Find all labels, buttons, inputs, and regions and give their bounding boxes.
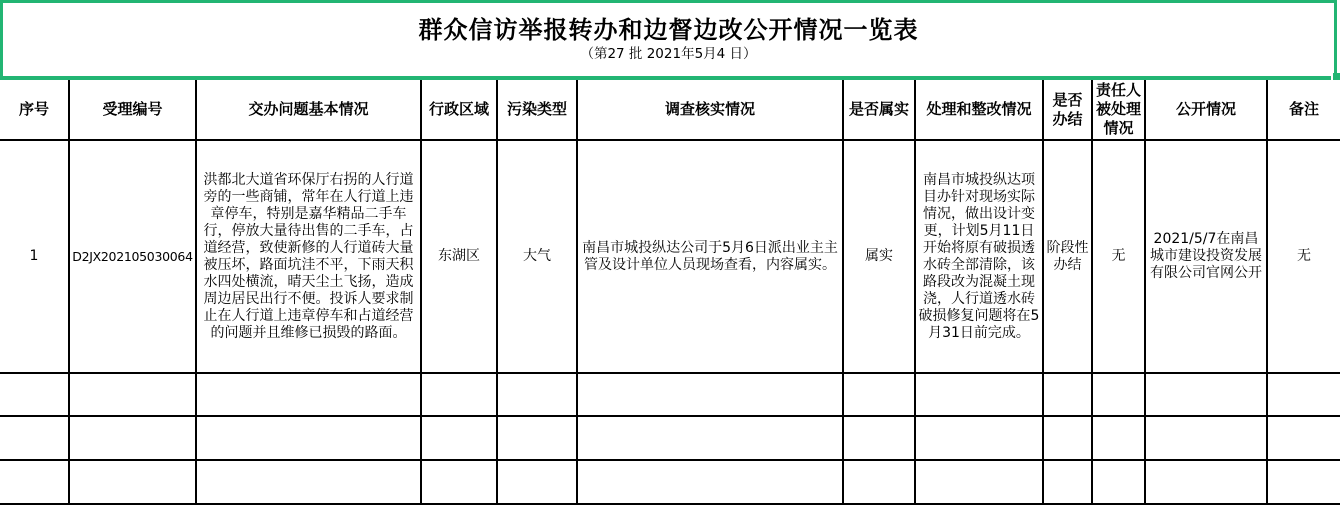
page-subtitle: （第27 批 2021年5月4 日） <box>580 46 757 63</box>
empty-cell <box>1092 460 1145 504</box>
disclosure-table <box>0 80 1340 505</box>
empty-cell <box>1092 416 1145 460</box>
cell-rectification: 南昌市城投纵达项目办针对现场实际情况，做出设计变更，计划5月11日开始将原有破损透水砖全部清除，该路段改为混凝土现浇，人行道透水砖破损修复问题将在5月31日前完成。 <box>915 140 1043 373</box>
empty-cell <box>421 460 497 504</box>
col-header-accountability: 责任人被处理情况 <box>1092 80 1145 140</box>
table-header-row <box>0 80 1340 140</box>
cell-accountability: 无 <box>1092 140 1145 373</box>
empty-cell <box>1092 373 1145 416</box>
empty-cell <box>0 373 69 416</box>
empty-cell <box>1145 373 1267 416</box>
col-header-investigation: 调查核实情况 <box>577 80 843 140</box>
empty-cell <box>1267 460 1340 504</box>
cell-remarks: 无 <box>1267 140 1340 373</box>
title-selection-box <box>0 0 1337 76</box>
table-row <box>0 140 1340 373</box>
empty-cell <box>69 460 196 504</box>
col-header-remarks: 备注 <box>1267 80 1340 140</box>
table-row-empty <box>0 416 1340 460</box>
cell-disclosure: 2021/5/7在南昌城市建设投资发展有限公司官网公开 <box>1145 140 1267 373</box>
empty-cell <box>421 373 497 416</box>
empty-cell <box>1145 460 1267 504</box>
empty-cell <box>497 373 577 416</box>
col-header-completed: 是否办结 <box>1043 80 1092 140</box>
cell-problem: 洪都北大道省环保厅右拐的人行道旁的一些商铺，常年在人行道上违章停车，特别是嘉华精品二手车行，停放大量待出售的二手车，占道经营，致使新修的人行道砖大量被压坏，路面坑洼不平，下雨天积水四处横流，晴天尘土飞扬，造成周边居民出行不便。投诉人要求制止在人行道上违章停车和占道经营的问题并且维修已损毁的路面。 <box>196 140 421 373</box>
empty-cell <box>1267 416 1340 460</box>
col-header-rectification: 处理和整改情况 <box>915 80 1043 140</box>
empty-cell <box>1043 416 1092 460</box>
empty-cell <box>843 373 915 416</box>
col-header-serial: 序号 <box>0 80 69 140</box>
table-row-empty <box>0 373 1340 416</box>
empty-cell <box>577 373 843 416</box>
empty-cell <box>915 460 1043 504</box>
empty-cell <box>843 460 915 504</box>
empty-cell <box>0 416 69 460</box>
empty-cell <box>577 460 843 504</box>
cell-completed: 阶段性办结 <box>1043 140 1092 373</box>
table-row-empty <box>0 460 1340 504</box>
col-header-pollution: 污染类型 <box>497 80 577 140</box>
cell-investigation: 南昌市城投纵达公司于5月6日派出业主主管及设计单位人员现场查看，内容属实。 <box>577 140 843 373</box>
cell-pollution: 大气 <box>497 140 577 373</box>
empty-cell <box>577 416 843 460</box>
page-title: 群众信访举报转办和边督边改公开情况一览表 <box>418 15 919 44</box>
empty-cell <box>1043 373 1092 416</box>
col-header-verified: 是否属实 <box>843 80 915 140</box>
empty-cell <box>421 416 497 460</box>
empty-cell <box>1267 373 1340 416</box>
empty-cell <box>69 416 196 460</box>
empty-cell <box>497 460 577 504</box>
cell-case-number: D2JX202105030064 <box>69 140 196 373</box>
cell-region: 东湖区 <box>421 140 497 373</box>
empty-cell <box>1043 460 1092 504</box>
empty-cell <box>196 416 421 460</box>
empty-cell <box>196 460 421 504</box>
empty-cell <box>915 373 1043 416</box>
empty-cell <box>843 416 915 460</box>
empty-cell <box>196 373 421 416</box>
empty-cell <box>1145 416 1267 460</box>
empty-cell <box>69 373 196 416</box>
cell-verified: 属实 <box>843 140 915 373</box>
empty-cell <box>915 416 1043 460</box>
col-header-problem: 交办问题基本情况 <box>196 80 421 140</box>
cell-serial: 1 <box>0 140 69 373</box>
col-header-disclosure: 公开情况 <box>1145 80 1267 140</box>
col-header-region: 行政区域 <box>421 80 497 140</box>
col-header-case-number: 受理编号 <box>69 80 196 140</box>
empty-cell <box>497 416 577 460</box>
empty-cell <box>0 460 69 504</box>
